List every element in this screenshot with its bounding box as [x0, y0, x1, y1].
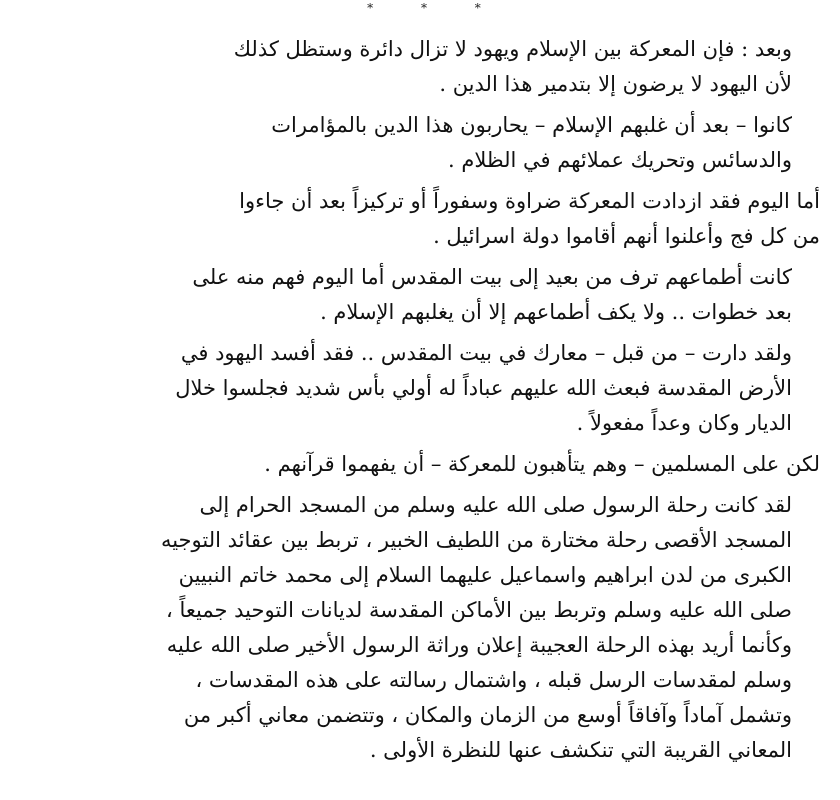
text-line: المسجد الأقصى رحلة مختارة من اللطيف الخبير ، تربط بين عقائد التوجيه [160, 528, 792, 552]
text-line: لأن اليهود لا يرضون إلا بتدمير هذا الدين . [439, 72, 792, 96]
text-line: والدسائس وتحريك عملائهم في الظلام . [448, 148, 792, 172]
book-page [50, 0, 820, 800]
paragraph-5 [50, 336, 820, 441]
paragraph-2 [50, 108, 820, 178]
text-line: كانت أطماعهم ترف من بعيد إلى بيت المقدس أما اليوم فهم منه على [192, 265, 792, 289]
text-line: وكأنما أريد بهذه الرحلة العجيبة إعلان وراثة الرسول الأخير صلى الله عليه [166, 633, 792, 657]
text-line: الكبرى من لدن ابراهيم واسماعيل عليهما السلام إلى محمد خاتم النبيين [178, 563, 792, 587]
text-line: لقد كانت رحلة الرسول صلى الله عليه وسلم من المسجد الحرام إلى [199, 493, 792, 517]
text-line: المعاني القريبة التي تنكشف عنها للنظرة الأولى . [369, 738, 792, 762]
paragraph-7 [50, 488, 820, 768]
text-line: بعد خطوات .. ولا يكف أطماعهم إلا أن يغلبهم الإسلام . [320, 300, 792, 324]
paragraph-4 [50, 260, 820, 330]
text-line: ولقد دارت – من قبل – معارك في بيت المقدس .. فقد أفسد اليهود في [180, 341, 792, 365]
text-line: الديار وكان وعداً مفعولاً . [576, 411, 792, 435]
paragraph-6 [50, 447, 820, 482]
text-line: وسلم لمقدسات الرسل قبله ، واشتمال رسالته على هذه المقدسات ، [195, 668, 792, 692]
text-line: وبعد : فإن المعركة بين الإسلام ويهود لا تزال دائرة وستظل كذلك [233, 37, 792, 61]
paragraph-3 [50, 184, 820, 254]
text-line: وتشمل آماداً وآفاقاً أوسع من الزمان والمكان ، وتتضمن معاني أكبر من [183, 703, 792, 727]
text-line: صلى الله عليه وسلم وتربط بين الأماكن المقدسة لديانات التوحيد جميعاً ، [166, 598, 792, 622]
text-line: كانوا – بعد أن غلبهم الإسلام – يحاربون هذا الدين بالمؤامرات [271, 113, 792, 137]
text-line: الأرض المقدسة فبعث الله عليهم عباداً له أولي بأس شديد فجلسوا خلال [175, 376, 792, 400]
text-line: من كل فج وأعلنوا أنهم أقاموا دولة اسرائيل . [433, 224, 820, 248]
text-line: أما اليوم فقد ازدادت المعركة ضراوة وسفوراً أو تركيزاً بعد أن جاءوا [239, 189, 820, 213]
section-ornament: * * * [367, 1, 503, 15]
paragraph-1 [50, 32, 820, 102]
text-line: لكن على المسلمين – وهم يتأهبون للمعركة – أن يفهموا قرآنهم . [264, 452, 820, 476]
